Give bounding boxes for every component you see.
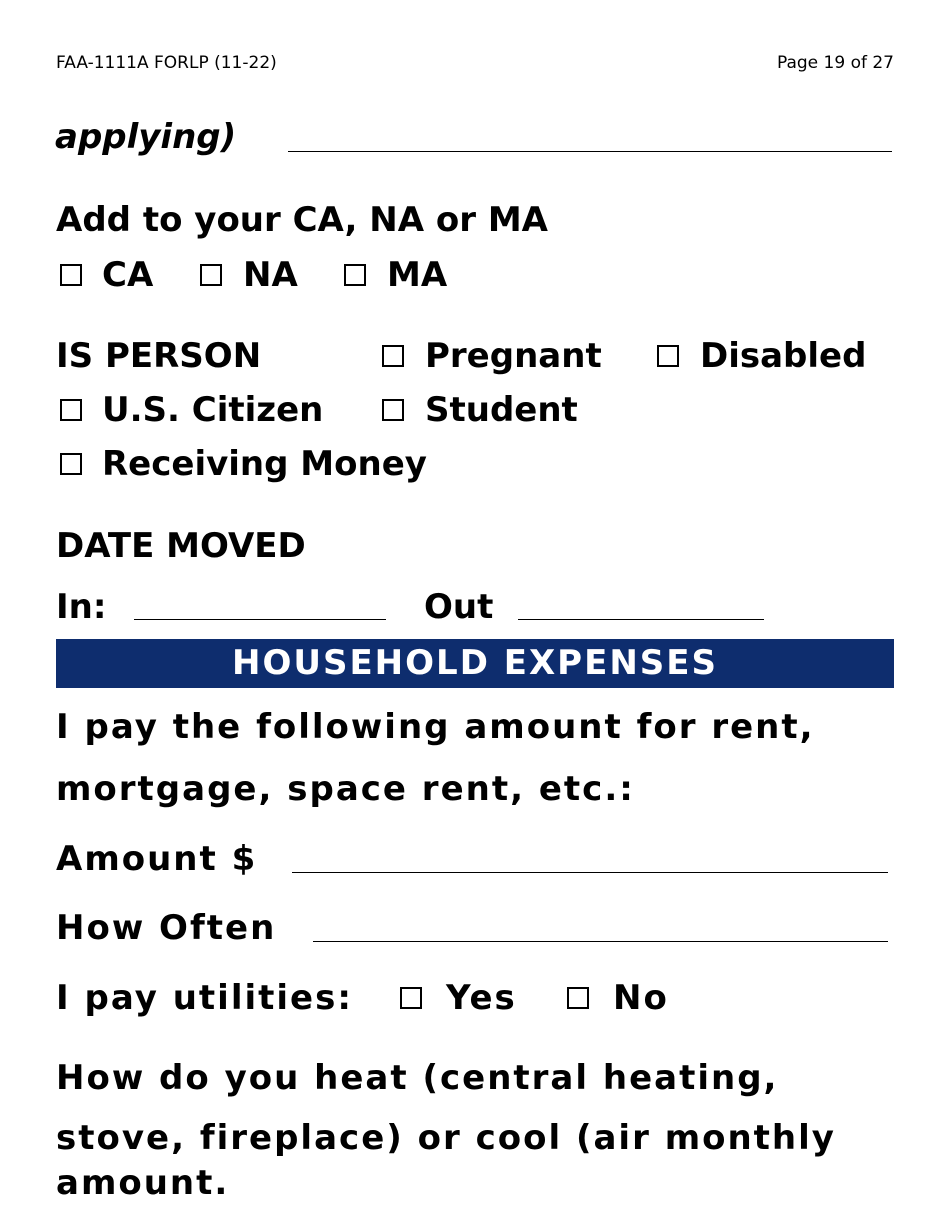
checkbox-student-label: Student: [425, 390, 578, 430]
date-in-label: In:: [56, 587, 107, 627]
checkbox-pregnant[interactable]: [382, 345, 404, 367]
date-out-label: Out: [424, 587, 494, 627]
applying-input[interactable]: [288, 151, 892, 152]
amount-input[interactable]: [292, 872, 888, 873]
amount-label: Amount $: [56, 839, 258, 879]
checkbox-us-citizen-label: U.S. Citizen: [102, 390, 324, 430]
rent-text-line2: mortgage, space rent, etc.:: [56, 769, 635, 809]
rent-text-line1: I pay the following amount for rent,: [56, 707, 815, 747]
checkbox-us-citizen[interactable]: [60, 399, 82, 421]
form-id: FAA-1111A FORLP (11-22): [56, 53, 277, 73]
utilities-label: I pay utilities:: [56, 978, 353, 1018]
checkbox-utilities-yes-label: Yes: [446, 978, 517, 1018]
checkbox-ma[interactable]: [344, 264, 366, 286]
heat-text-line1: How do you heat (central heating,: [56, 1058, 779, 1098]
checkbox-disabled[interactable]: [657, 345, 679, 367]
checkbox-utilities-no-label: No: [613, 978, 669, 1018]
checkbox-na-label: NA: [243, 255, 298, 295]
date-moved-label: DATE MOVED: [56, 526, 306, 566]
checkbox-student[interactable]: [382, 399, 404, 421]
how-often-label: How Often: [56, 908, 277, 948]
checkbox-pregnant-label: Pregnant: [425, 336, 602, 376]
checkbox-utilities-yes[interactable]: [400, 987, 422, 1009]
applying-label: applying): [55, 117, 237, 157]
add-to-label: Add to your CA, NA or MA: [56, 200, 548, 240]
checkbox-na[interactable]: [200, 264, 222, 286]
is-person-label: IS PERSON: [56, 336, 262, 376]
how-often-input[interactable]: [313, 941, 888, 942]
page-number: Page 19 of 27: [776, 53, 894, 73]
date-out-input[interactable]: [518, 619, 764, 620]
heat-text-line3: amount.: [56, 1163, 230, 1203]
checkbox-ca[interactable]: [60, 264, 82, 286]
checkbox-ca-label: CA: [102, 255, 154, 295]
checkbox-disabled-label: Disabled: [700, 336, 867, 376]
checkbox-utilities-no[interactable]: [567, 987, 589, 1009]
checkbox-receiving-money-label: Receiving Money: [102, 444, 427, 484]
checkbox-receiving-money[interactable]: [60, 453, 82, 475]
date-in-input[interactable]: [134, 619, 386, 620]
heat-text-line2: stove, fireplace) or cool (air monthly: [56, 1118, 836, 1158]
section-banner-household-expenses: HOUSEHOLD EXPENSES: [56, 639, 894, 688]
checkbox-ma-label: MA: [387, 255, 448, 295]
